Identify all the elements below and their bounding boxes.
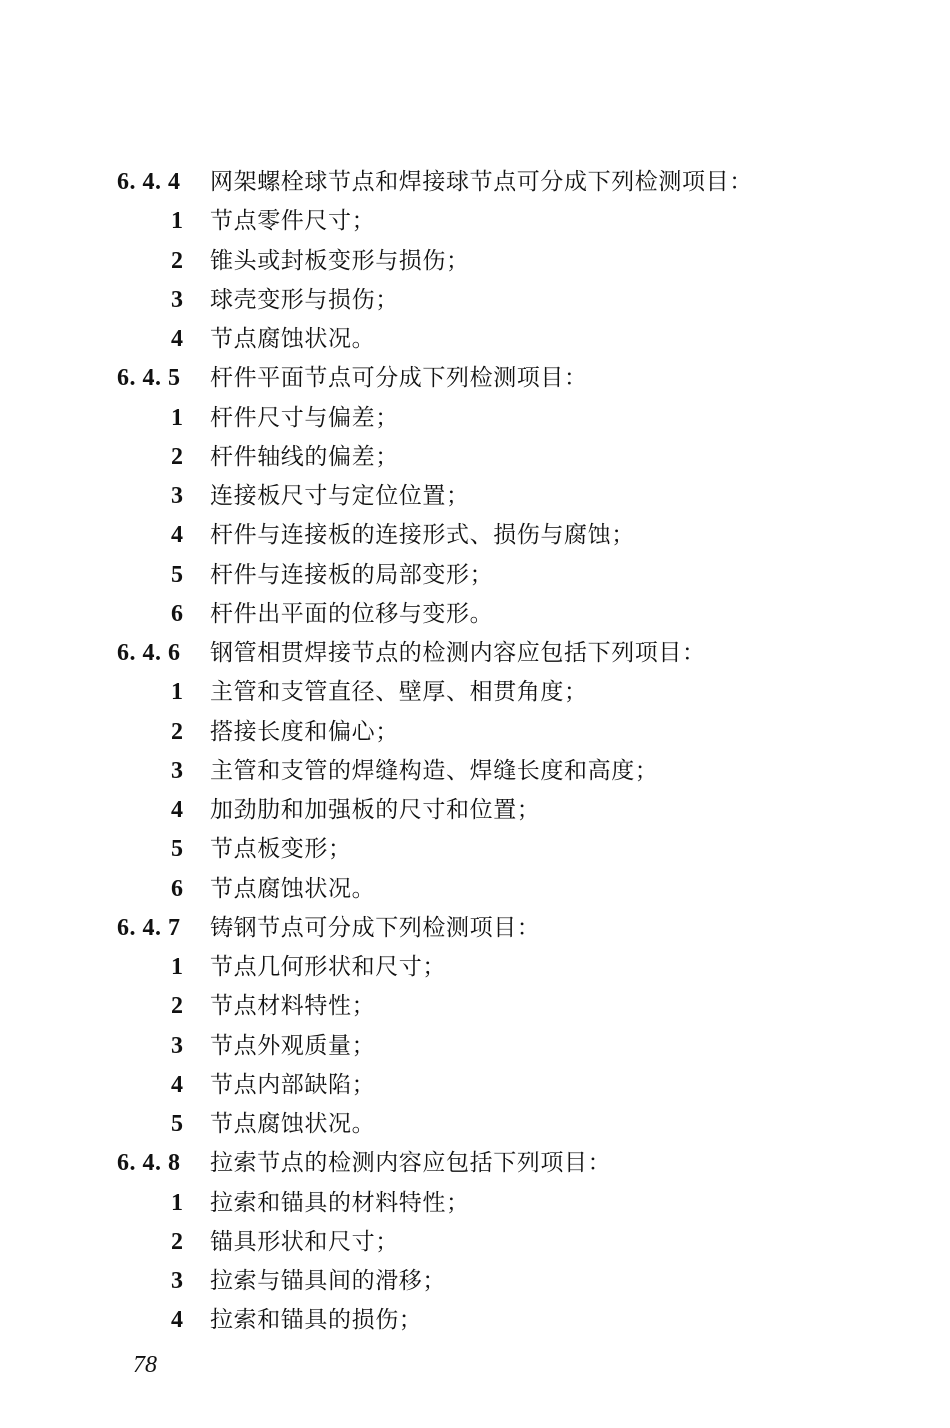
item-number: 5 xyxy=(171,836,183,863)
item-text: 主管和支管的焊缝构造、焊缝长度和高度； xyxy=(210,757,659,784)
list-item xyxy=(0,673,950,712)
item-text: 加劲肋和加强板的尺寸和位置； xyxy=(210,797,541,823)
item-number: 4 xyxy=(171,326,183,352)
item-number: 1 xyxy=(171,954,183,980)
item-text: 节点腐蚀状况。 xyxy=(210,326,376,352)
item-text: 节点材料特性； xyxy=(210,993,376,1020)
clause-heading xyxy=(0,1144,950,1183)
item-text: 拉索和锚具的材料特性； xyxy=(210,1189,470,1216)
item-text: 搭接长度和偏心； xyxy=(210,718,399,745)
item-number: 4 xyxy=(171,797,183,823)
item-number: 2 xyxy=(171,718,183,745)
list-item xyxy=(0,713,950,752)
clause-title: 钢管相贯焊接节点的检测内容应包括下列项目： xyxy=(210,640,706,666)
list-item xyxy=(0,987,950,1026)
item-text: 节点零件尺寸； xyxy=(210,208,376,235)
item-text: 节点几何形状和尺寸； xyxy=(210,954,446,980)
clause-list xyxy=(0,163,950,1341)
item-number: 3 xyxy=(171,483,183,509)
list-item xyxy=(0,438,950,477)
list-item xyxy=(0,948,950,987)
item-number: 3 xyxy=(171,1268,183,1294)
list-item xyxy=(0,516,950,555)
item-number: 1 xyxy=(171,404,183,431)
list-item xyxy=(0,1027,950,1066)
item-number: 3 xyxy=(171,757,183,784)
item-text: 锥头或封板变形与损伤； xyxy=(210,247,470,274)
item-text: 球壳变形与损伤； xyxy=(210,286,399,313)
item-text: 拉索与锚具间的滑移； xyxy=(210,1268,446,1294)
clause-heading xyxy=(0,359,950,398)
page-number: 78 xyxy=(133,1352,157,1378)
item-number: 2 xyxy=(171,247,183,274)
clause-number: 6. 4. 5 xyxy=(117,365,181,392)
list-item xyxy=(0,1105,950,1144)
list-item xyxy=(0,1301,950,1340)
list-item xyxy=(0,242,950,281)
item-number: 1 xyxy=(171,679,183,706)
list-item xyxy=(0,1223,950,1262)
item-text: 杆件与连接板的连接形式、损伤与腐蚀； xyxy=(210,522,635,549)
clause-title: 拉索节点的检测内容应包括下列项目： xyxy=(210,1150,612,1177)
clause-number: 6. 4. 7 xyxy=(117,914,181,941)
list-item xyxy=(0,752,950,791)
item-number: 3 xyxy=(171,286,183,313)
clause-heading xyxy=(0,909,950,948)
item-text: 主管和支管直径、壁厚、相贯角度； xyxy=(210,679,588,706)
item-number: 5 xyxy=(171,561,183,588)
clause-number: 6. 4. 8 xyxy=(117,1150,181,1177)
list-item xyxy=(0,830,950,869)
list-item xyxy=(0,281,950,320)
item-text: 节点腐蚀状况。 xyxy=(210,875,376,902)
item-number: 6 xyxy=(171,875,183,902)
item-text: 连接板尺寸与定位位置； xyxy=(210,483,470,509)
item-text: 节点板变形； xyxy=(210,836,352,863)
list-item xyxy=(0,1262,950,1301)
item-number: 2 xyxy=(171,1228,183,1255)
item-number: 4 xyxy=(171,1071,183,1098)
list-item xyxy=(0,399,950,438)
item-text: 节点外观质量； xyxy=(210,1032,376,1059)
item-number: 2 xyxy=(171,993,183,1020)
item-text: 节点腐蚀状况。 xyxy=(210,1111,376,1137)
clause-title: 网架螺栓球节点和焊接球节点可分成下列检测项目： xyxy=(210,169,753,195)
item-number: 6 xyxy=(171,600,183,627)
list-item xyxy=(0,1066,950,1105)
clause-number: 6. 4. 6 xyxy=(117,640,181,666)
item-text: 杆件轴线的偏差； xyxy=(210,443,399,470)
clause-heading xyxy=(0,163,950,202)
item-number: 3 xyxy=(171,1032,183,1059)
item-text: 杆件尺寸与偏差； xyxy=(210,404,399,431)
list-item xyxy=(0,870,950,909)
item-number: 5 xyxy=(171,1111,183,1137)
list-item xyxy=(0,1184,950,1223)
clause-title: 铸钢节点可分成下列检测项目： xyxy=(210,914,541,941)
list-item xyxy=(0,556,950,595)
item-number: 1 xyxy=(171,208,183,235)
clause-number: 6. 4. 4 xyxy=(117,169,181,195)
list-item xyxy=(0,202,950,241)
clause-heading xyxy=(0,634,950,673)
item-number: 2 xyxy=(171,443,183,470)
item-text: 节点内部缺陷； xyxy=(210,1071,376,1098)
list-item xyxy=(0,477,950,516)
item-number: 4 xyxy=(171,1307,183,1334)
item-number: 4 xyxy=(171,522,183,549)
item-text: 杆件出平面的位移与变形。 xyxy=(210,600,494,627)
list-item xyxy=(0,595,950,634)
list-item xyxy=(0,320,950,359)
item-text: 拉索和锚具的损伤； xyxy=(210,1307,423,1334)
list-item xyxy=(0,791,950,830)
item-text: 锚具形状和尺寸； xyxy=(210,1228,399,1255)
item-text: 杆件与连接板的局部变形； xyxy=(210,561,494,588)
item-number: 1 xyxy=(171,1189,183,1216)
clause-title: 杆件平面节点可分成下列检测项目： xyxy=(210,365,588,392)
